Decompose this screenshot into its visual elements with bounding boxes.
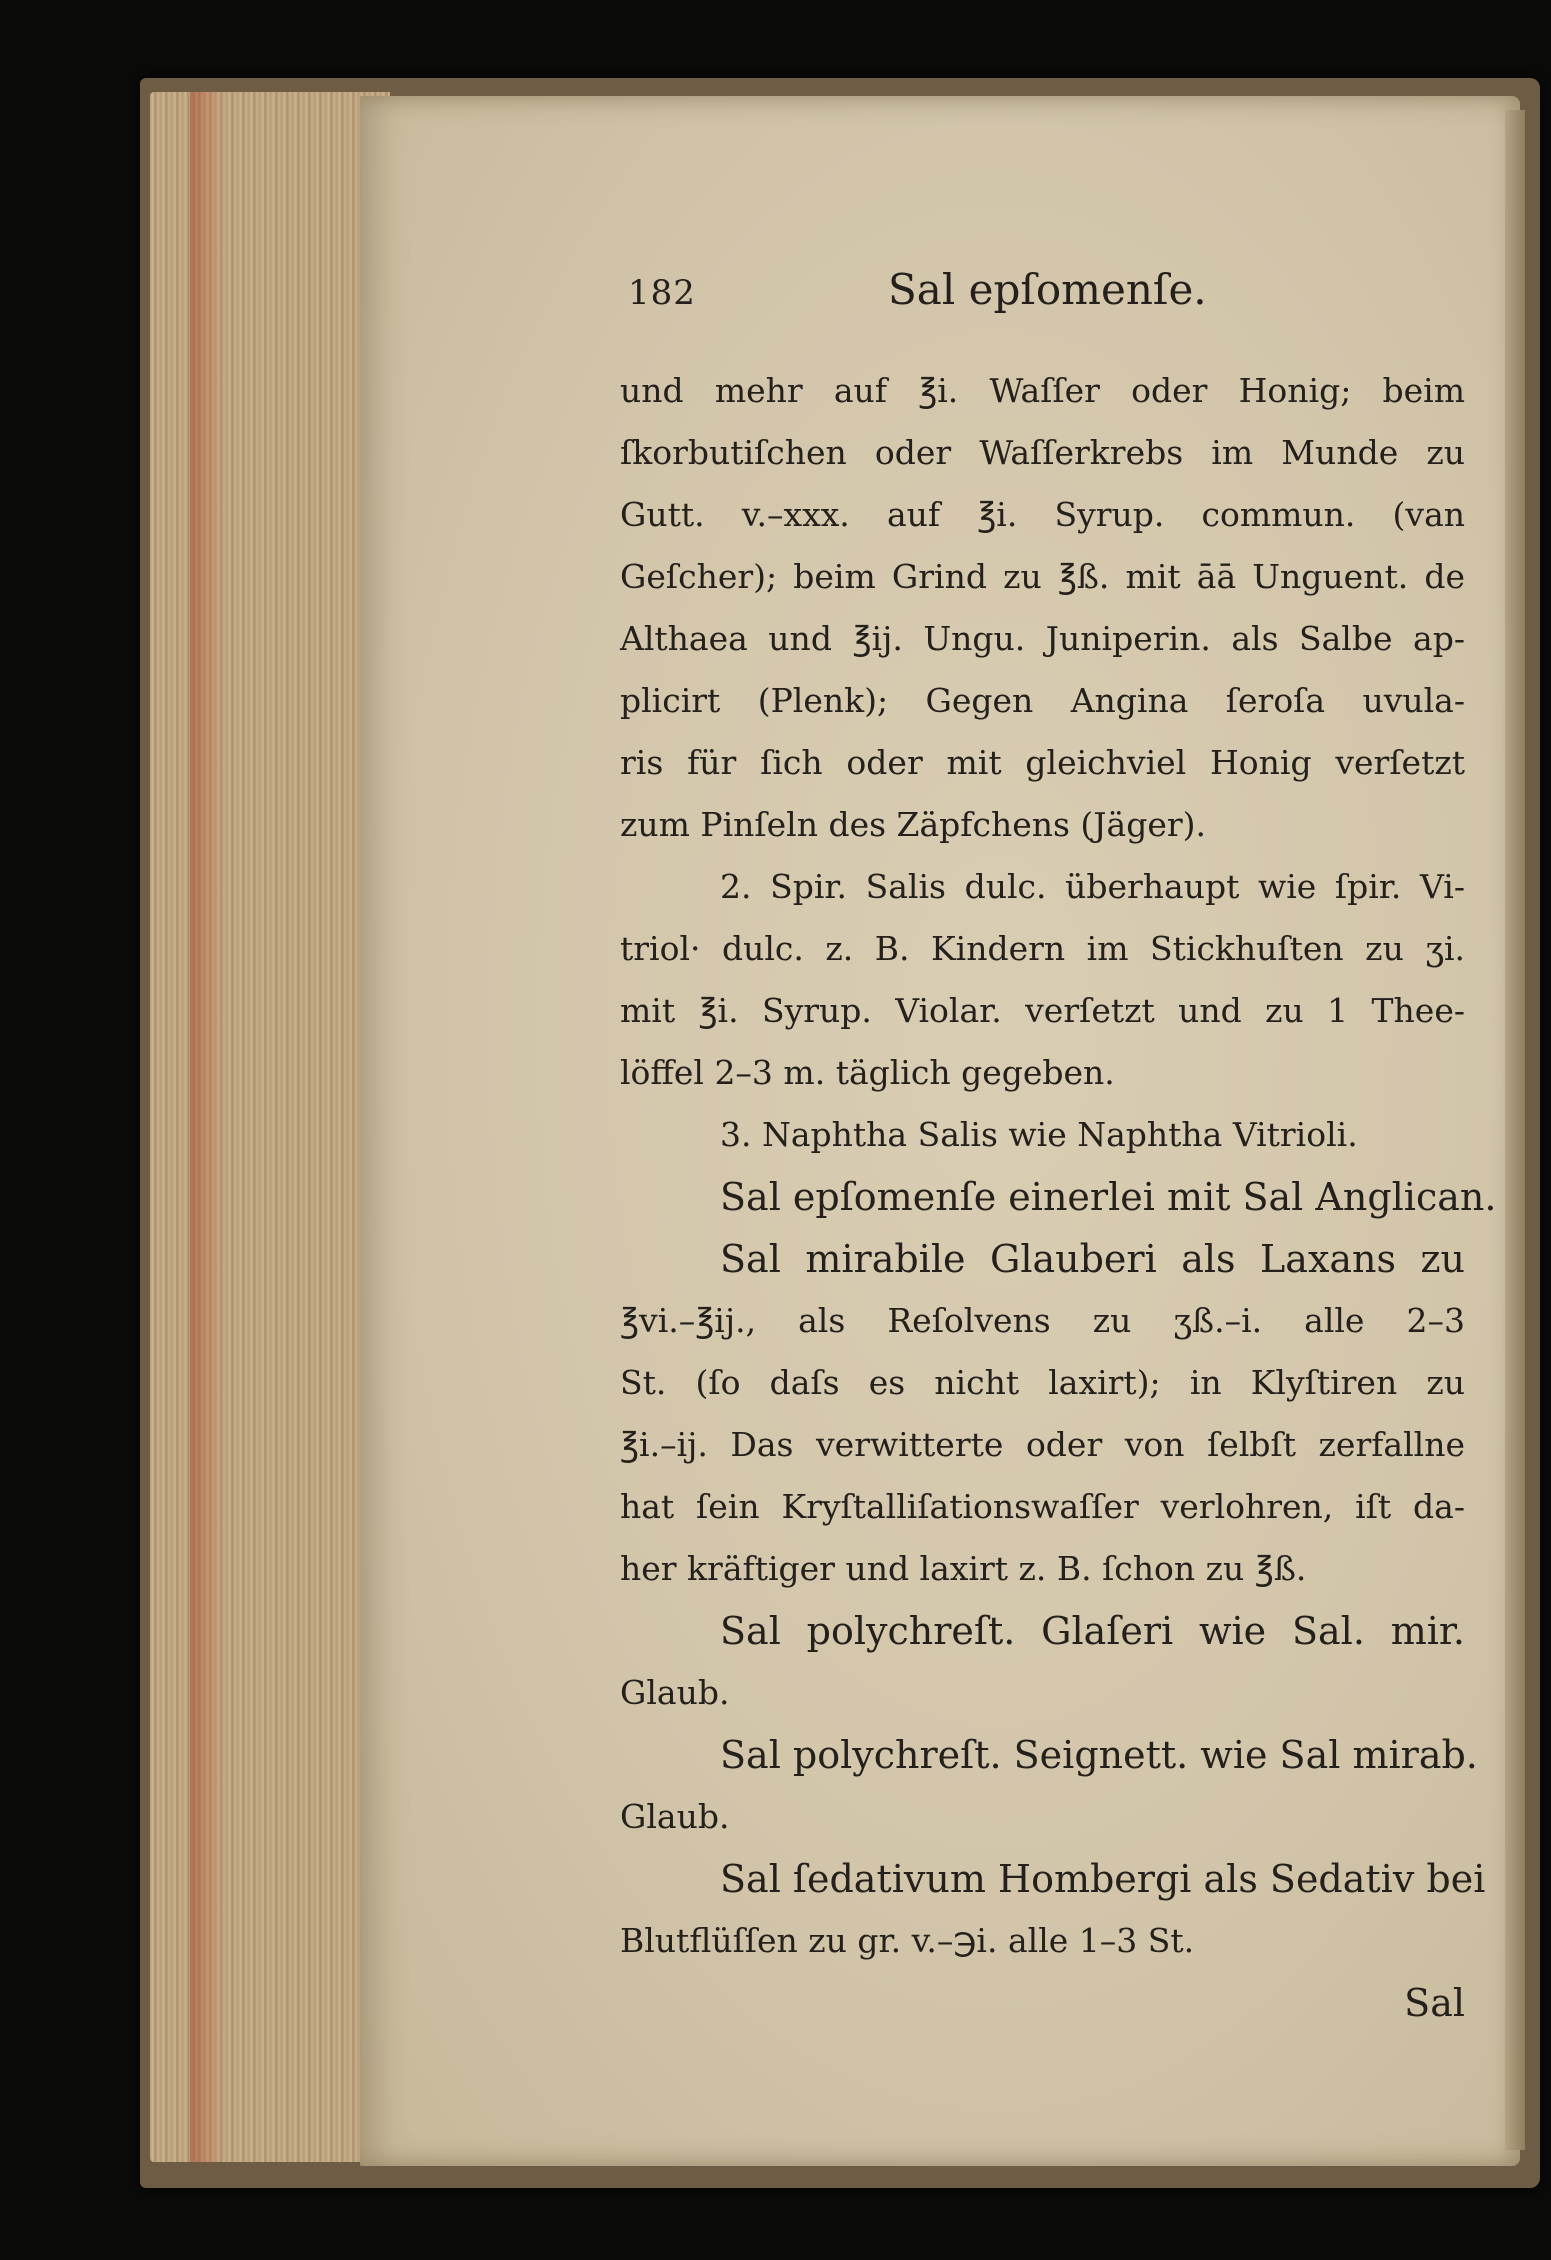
- text-line: 3. Naphtha Salis wie Naphtha Vitrioli.: [720, 1115, 1358, 1154]
- text-line: Geſcher); beim Grind zu ℥ß. mit āā Unguent. de: [620, 557, 1465, 596]
- text-line: her kräftiger und laxirt z. B. ſchon zu ℥ß.: [620, 1549, 1307, 1588]
- text-line: Sal polychreſt. Seignett. wie Sal mirab.: [720, 1733, 1478, 1777]
- text-line: triol· dulc. z. B. Kindern im Stickhuſten zu ʒi.: [620, 929, 1465, 968]
- text-line: ſkorbutiſchen oder Waſſerkrebs im Munde zu: [620, 433, 1465, 472]
- text-line: ℥i.–ij. Das verwitterte oder von ſelbſt zerfallne: [620, 1425, 1465, 1464]
- text-line: hat ſein Kryſtalliſationswaſſer verlohren, iſt da-: [620, 1487, 1465, 1526]
- text-line: zum Pinſeln des Zäpfchens (Jäger).: [620, 805, 1207, 844]
- page-right-edge: [1505, 110, 1525, 2150]
- page-header: [620, 265, 1465, 335]
- text-line: Blutflüſſen zu gr. v.–℈i. alle 1–3 St.: [620, 1921, 1195, 1960]
- text-line: mit ℥i. Syrup. Violar. verſetzt und zu 1 Thee-: [620, 991, 1465, 1030]
- text-line: ℥vi.–℥ij., als Reſolvens zu ʒß.–i. alle 2–3: [620, 1301, 1465, 1340]
- text-line: ris für ſich oder mit gleichviel Honig verſetzt: [620, 743, 1465, 782]
- page-text: [620, 265, 1497, 2025]
- text-line: Glaub.: [620, 1797, 730, 1836]
- text-line: Sal ſedativum Hombergi als Sedativ bei: [720, 1857, 1486, 1901]
- page-number: 182: [628, 273, 696, 313]
- text-line: St. (ſo daſs es nicht laxirt); in Klyſtiren zu: [620, 1363, 1465, 1402]
- text-line: Sal mirabile Glauberi als Laxans zu: [720, 1237, 1465, 1281]
- text-line: Gutt. v.–xxx. auf ℥i. Syrup. commun. (van: [620, 495, 1465, 534]
- text-line: Althaea und ℥ij. Ungu. Juniperin. als Salbe ap-: [620, 619, 1465, 658]
- page-edges: [150, 92, 390, 2162]
- text-line: Glaub.: [620, 1673, 730, 1712]
- running-head: Sal epſomenſe.: [888, 265, 1207, 314]
- text-line: Sal polychreſt. Glaſeri wie Sal. mir.: [720, 1609, 1465, 1653]
- text-line: und mehr auf ℥i. Waſſer oder Honig; beim: [620, 371, 1465, 410]
- text-line: 2. Spir. Salis dulc. überhaupt wie ſpir. Vi-: [720, 867, 1465, 906]
- text-line: Sal: [1404, 1981, 1465, 2025]
- text-lines: [620, 360, 1497, 2034]
- text-line: Sal epſomenſe einerlei mit Sal Anglican.: [720, 1175, 1497, 1219]
- text-line: plicirt (Plenk); Gegen Angina ſeroſa uvula-: [620, 681, 1465, 720]
- text-line: löffel 2–3 m. täglich gegeben.: [620, 1053, 1115, 1092]
